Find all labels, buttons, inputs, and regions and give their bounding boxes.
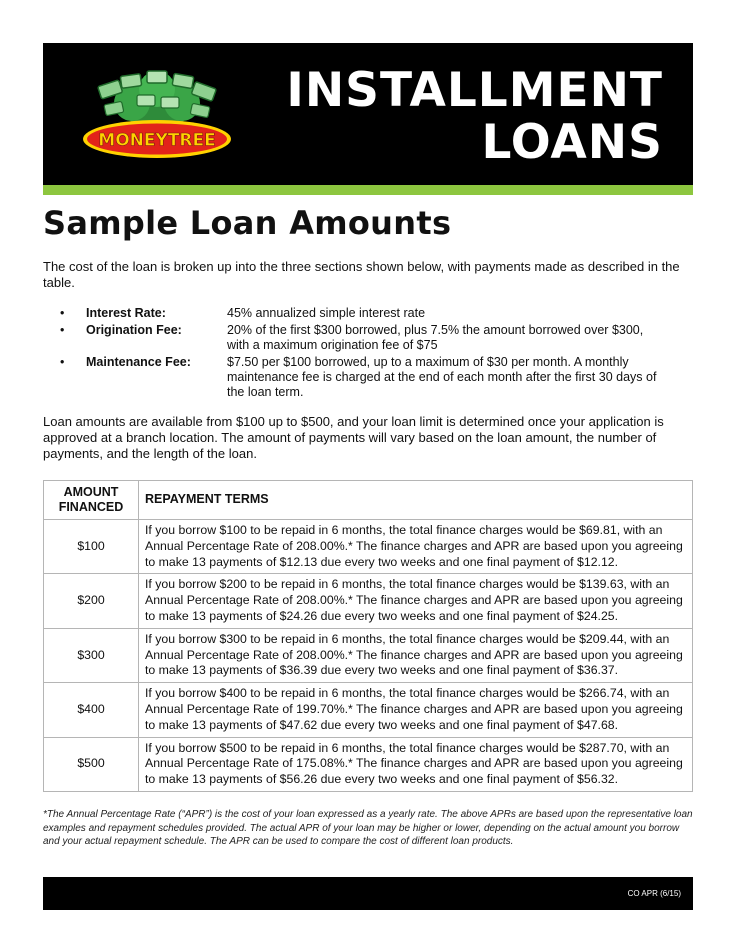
bullet: • <box>60 306 65 320</box>
fee-item-interest-rate <box>60 306 700 321</box>
fee-item-origination-fee <box>60 323 700 353</box>
fee-item-maintenance-fee <box>60 355 700 400</box>
table-row <box>44 520 693 574</box>
footer-document-code: CO APR (6/15) <box>627 889 681 898</box>
amount-cell: $300 <box>44 628 139 682</box>
fee-list <box>60 306 700 402</box>
header-amount-financed: AMOUNT FINANCED <box>44 481 139 520</box>
table-row <box>44 737 693 791</box>
terms-cell: If you borrow $200 to be repaid in 6 months, the total finance charges would be $139.63, with an Annual Percentage Rate of 208.00%.* The finance charges and APR are based upon you agreeing to make 13 payments of $24.26 due every two weeks and one final payment of $24.25. <box>139 574 693 628</box>
table-row <box>44 628 693 682</box>
header-title-line1: INSTALLMENT <box>286 63 663 118</box>
header-title <box>286 65 663 169</box>
fee-label: Origination Fee: <box>86 323 182 337</box>
bullet: • <box>60 355 65 369</box>
terms-cell: If you borrow $300 to be repaid in 6 months, the total finance charges would be $209.44, with an Annual Percentage Rate of 208.00%.* The finance charges and APR are based upon you agreeing to make 13 payments of $36.39 due every two weeks and one final payment of $36.37. <box>139 628 693 682</box>
header-banner <box>43 43 693 185</box>
availability-paragraph: Loan amounts are available from $100 up to $500, and your loan limit is determined once your application is approved at a branch location. The amount of payments will vary based on the loan amount, the number of payments, and the length of the loan. <box>43 414 664 461</box>
header-repayment-terms: REPAYMENT TERMS <box>139 481 693 520</box>
amount-cell: $400 <box>44 683 139 737</box>
header-title-line2: LOANS <box>481 115 663 170</box>
table-row <box>44 574 693 628</box>
fee-description: 45% annualized simple interest rate <box>227 306 426 320</box>
terms-cell: If you borrow $500 to be repaid in 6 months, the total finance charges would be $287.70, with an Annual Percentage Rate of 175.08%.* The finance charges and APR are based upon you agreeing to make 13 payments of $56.26 due every two weeks and one final payment of $56.32. <box>139 737 693 791</box>
footer-bar <box>43 877 693 910</box>
terms-cell: If you borrow $100 to be repaid in 6 months, the total finance charges would be $69.81, with an Annual Percentage Rate of 208.00%.* The finance charges and APR are based upon you agreeing to make 13 payments of $12.13 due every two weeks and one final payment of $12.12. <box>139 520 693 574</box>
apr-footnote: *The Annual Percentage Rate (“APR”) is the cost of your loan expressed as a yearly rate. The above APRs are based upon the representative loan examples and repayment schedules provided. The actual APR of your loan may be higher or lower, depending on the actual amount you borrow and your actual repayment schedule. The APR can be used to compare the cost of different loan products. <box>43 809 693 847</box>
fee-label: Maintenance Fee: <box>86 355 191 369</box>
moneytree-logo <box>77 69 237 164</box>
fee-label: Interest Rate: <box>86 306 166 320</box>
logo-text: MONEYTREE <box>98 130 216 151</box>
amount-cell: $500 <box>44 737 139 791</box>
table-header-row <box>44 481 693 520</box>
table-row <box>44 683 693 737</box>
bullet: • <box>60 323 65 337</box>
fee-description: $7.50 per $100 borrowed, up to a maximum of $30 per month. A monthly maintenance fee is charged at the end of each month after the first 30 days of the loan term. <box>227 355 657 399</box>
amount-cell: $200 <box>44 574 139 628</box>
terms-cell: If you borrow $400 to be repaid in 6 months, the total finance charges would be $266.74, with an Annual Percentage Rate of 199.70%.* The finance charges and APR are based upon you agreeing to make 13 payments of $47.62 due every two weeks and one final payment of $47.68. <box>139 683 693 737</box>
amount-cell: $100 <box>44 520 139 574</box>
intro-paragraph: The cost of the loan is broken up into the three sections shown below, with payments made as described in the table. <box>43 259 680 290</box>
fee-description: 20% of the first $300 borrowed, plus 7.5% the amount borrowed over $300, with a maximum origination fee of $75 <box>227 323 644 352</box>
repayment-terms-table <box>43 480 693 792</box>
page-title: Sample Loan Amounts <box>43 204 452 242</box>
header-green-stripe <box>43 185 693 195</box>
